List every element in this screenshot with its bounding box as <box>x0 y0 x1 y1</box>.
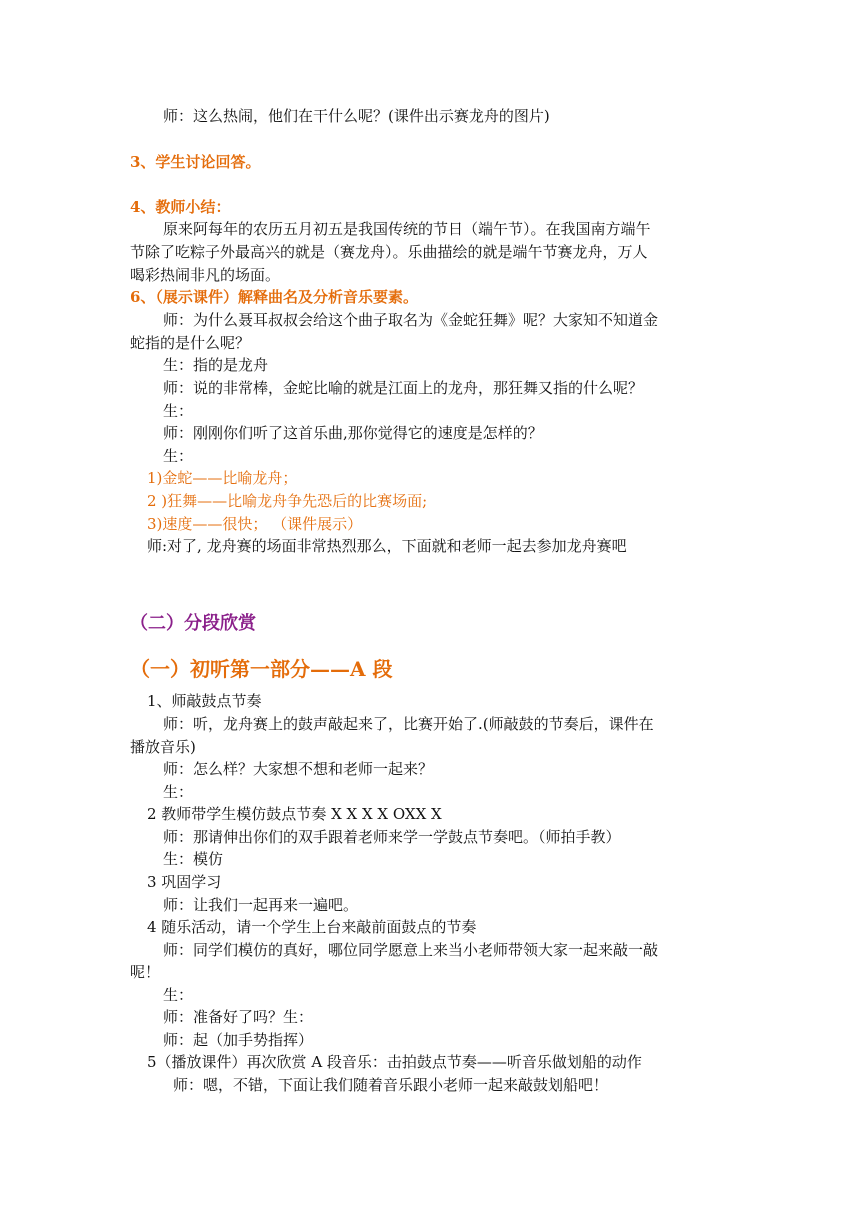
summary-line-3: 喝彩热闹非凡的场面。 <box>130 266 281 284</box>
dialog-q1-line-b: 蛇指的是什么呢？ <box>130 334 251 352</box>
step-b1-teacher-2: 师：怎么样？大家想不想和老师一起来？ <box>163 760 434 778</box>
analysis-point-3: 3)速度——很快； （课件展示） <box>147 515 363 533</box>
summary-line-2: 节除了吃粽子外最高兴的就是（赛龙舟）。乐曲描绘的就是端午节赛龙舟，万人 <box>130 243 648 261</box>
dialog-q1-line-a: 师：为什么聂耳叔叔会给这个曲子取名为《金蛇狂舞》呢？大家知不知道金 <box>163 311 659 329</box>
step-b3: 3 巩固学习 <box>147 873 222 891</box>
section-a-title: （一）初听第一部分——A 段 <box>130 657 393 681</box>
step-b4-teacher-2: 师：准备好了吗？生： <box>163 1008 314 1026</box>
dialog-q2: 师：说的非常棒，金蛇比喻的就是江面上的龙舟，那狂舞又指的什么呢？ <box>163 379 644 397</box>
summary-line-1: 原来阿每年的农历五月初五是我国传统的节日（端午节）。在我国南方端午 <box>163 220 651 238</box>
closing-line: 师:对了, 龙舟赛的场面非常热烈那么，下面就和老师一起去参加龙舟赛吧 <box>147 537 627 555</box>
step-b1-teacher-b: 播放音乐) <box>130 738 196 756</box>
step-b5: 5（播放课件）再次欣赏 A 段音乐：击拍鼓点节奏——听音乐做划船的动作 <box>147 1053 642 1071</box>
step-3-heading: 3、学生讨论回答。 <box>130 153 261 171</box>
step-b2-student: 生：模仿 <box>163 850 224 868</box>
step-b1-student: 生： <box>163 783 194 801</box>
section-2-title: （二）分段欣赏 <box>130 613 256 634</box>
step-4-heading: 4、教师小结： <box>130 198 231 216</box>
dialog-a1: 生：指的是龙舟 <box>163 356 269 374</box>
step-b4-student: 生： <box>163 986 194 1004</box>
analysis-point-2: 2 )狂舞——比喻龙舟争先恐后的比赛场面; <box>147 492 428 510</box>
step-b1: 1、师敲鼓点节奏 <box>147 692 262 710</box>
dialog-q3: 师：刚刚你们听了这首乐曲,那你觉得它的速度是怎样的？ <box>163 424 543 442</box>
step-b3-teacher: 师：让我们一起再来一遍吧。 <box>163 896 359 914</box>
step-b4-teacher-a: 师：同学们模仿的真好，哪位同学愿意上来当小老师带领大家一起来敲一敲 <box>163 941 659 959</box>
step-b4-teacher-3: 师：起（加手势指挥） <box>163 1031 314 1049</box>
analysis-point-1: 1)金蛇——比喻龙舟； <box>147 469 298 487</box>
teacher-question-line: 师：这么热闹，他们在干什么呢？(课件出示赛龙舟的图片) <box>163 107 550 125</box>
step-b2: 2 教师带学生模仿鼓点节奏 X X X X OXX X <box>147 805 442 823</box>
step-b4: 4 随乐活动，请一个学生上台来敲前面鼓点的节奏 <box>147 918 477 936</box>
step-b2-teacher: 师：那请伸出你们的双手跟着老师来学一学鼓点节奏吧。（师拍手教） <box>163 828 621 846</box>
dialog-a2: 生： <box>163 402 194 420</box>
step-6-heading: 6、（展示课件）解释曲名及分析音乐要素。 <box>130 288 418 306</box>
step-b1-teacher-a: 师：听，龙舟赛上的鼓声敲起来了，比赛开始了.(师敲鼓的节奏后，课件在 <box>163 715 654 733</box>
step-b5-teacher: 师：嗯，不错，下面让我们随着音乐跟小老师一起来敲鼓划船吧！ <box>173 1076 609 1094</box>
step-b4-teacher-b: 呢！ <box>130 963 161 981</box>
dialog-a3: 生： <box>163 447 194 465</box>
